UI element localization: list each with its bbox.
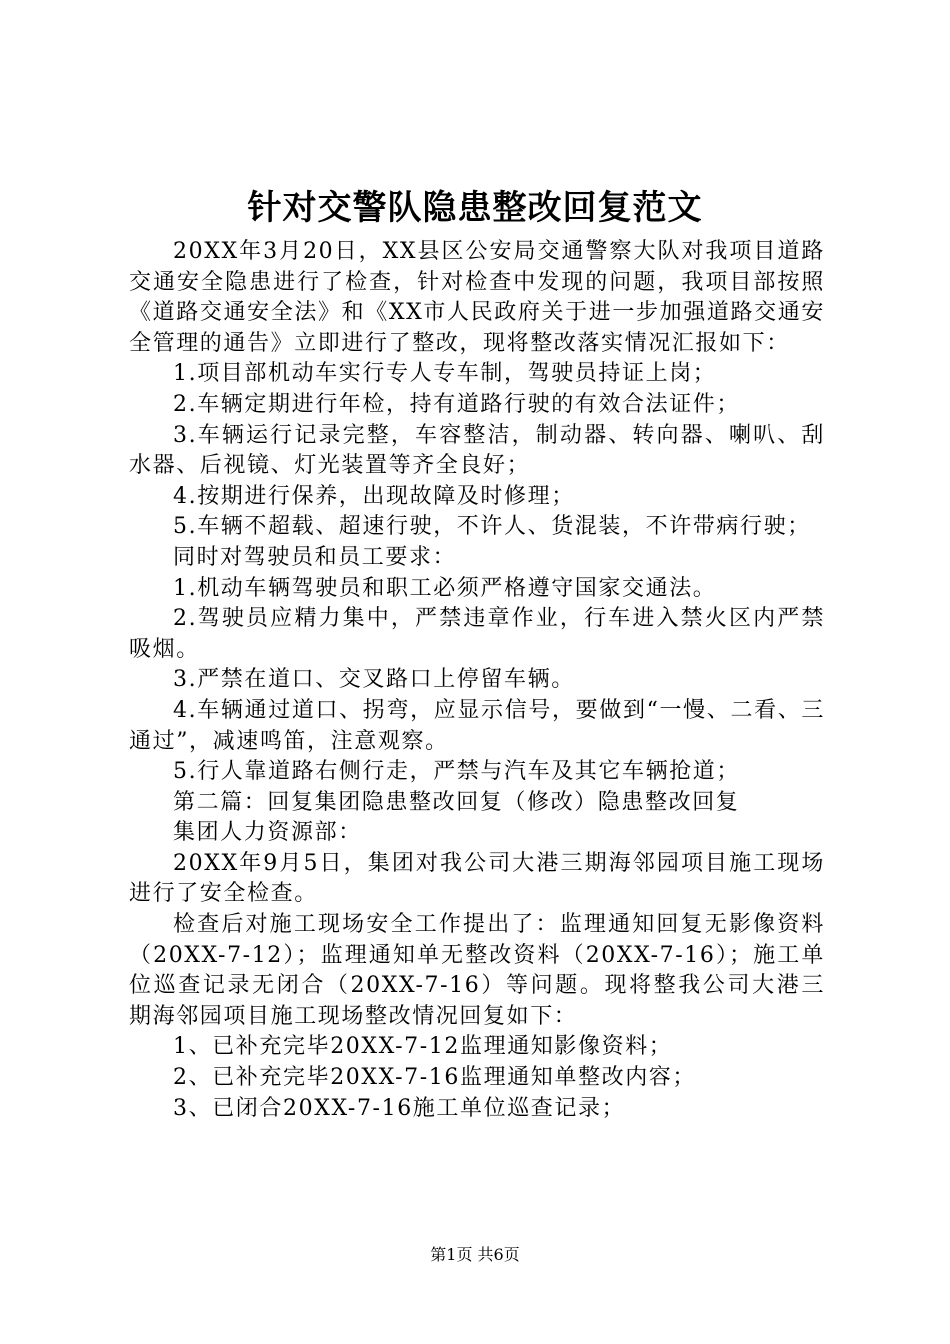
paragraph-body: 20XX年9月5日，集团对我公司大港三期海邻园项目施工现场进行了安全检查。 <box>129 850 825 907</box>
paragraph-item: 2.驾驶员应精力集中，严禁违章作业，行车进入禁火区内严禁吸烟。 <box>129 606 825 662</box>
paragraph-section-heading: 第二篇：回复集团隐患整改回复（修改）隐患整改回复 <box>173 789 740 815</box>
paragraph-requirements-heading: 同时对驾驶员和员工要求： <box>173 544 457 570</box>
paragraph-item: 4.车辆通过道口、拐弯，应显示信号，要做到“一慢、二看、三通过”，减速鸣笛，注意观察。 <box>129 697 825 754</box>
paragraph-item: 3、已闭合20XX-7-16施工单位巡查记录； <box>173 1095 626 1121</box>
paragraph-item: 3.车辆运行记录完整，车容整洁，制动器、转向器、喇叭、刮水器、后视镜、灯光装置等齐全良好； <box>129 422 825 479</box>
paragraph-item: 5.行人靠道路右侧行走，严禁与汽车及其它车辆抢道； <box>173 759 740 785</box>
paragraph-intro: 20XX年3月20日，XX县区公安局交通警察大队对我项目道路交通安全隐患进行了检查，针对检查中发现的问题，我项目部按照《道路交通安全法》和《XX市人民政府关于进一步加强道路交通安全管理的通告》立即进行了整改，现将整改落实情况汇报如下： <box>129 239 825 356</box>
paragraph-item: 5.车辆不超载、超速行驶，不许人、货混装，不许带病行驶； <box>173 514 811 540</box>
page-footer: 第1页 共6页 <box>430 1245 520 1264</box>
paragraph-item: 1.机动车辆驾驶员和职工必须严格遵守国家交通法。 <box>173 575 717 601</box>
paragraph-item: 2.车辆定期进行年检，持有道路行驶的有效合法证件； <box>173 391 740 417</box>
paragraph-item: 1.项目部机动车实行专人专车制，驾驶员持证上岗； <box>173 361 717 387</box>
paragraph-item: 3.严禁在道口、交叉路口上停留车辆。 <box>173 667 575 693</box>
paragraph-body: 检查后对施工现场安全工作提出了：监理通知回复无影像资料（20XX-7-12）；监理通知单无整改资料（20XX-7-16）；施工单位巡查记录无闭合（20XX-7-16）等问题。现将整我公司大港三期海邻园项目施工现场整改情况回复如下： <box>129 912 825 1029</box>
paragraph-item: 4.按期进行保养，出现故障及时修理； <box>173 483 575 509</box>
document-body <box>129 237 825 1124</box>
paragraph-item: 1、已补充完毕20XX-7-12监理通知影像资料； <box>173 1034 673 1060</box>
paragraph-item: 2、已补充完毕20XX-7-16监理通知单整改内容； <box>173 1065 696 1091</box>
document-title: 针对交警队隐患整改回复范文 <box>247 188 703 228</box>
paragraph-addressee: 集团人力资源部： <box>173 820 362 846</box>
